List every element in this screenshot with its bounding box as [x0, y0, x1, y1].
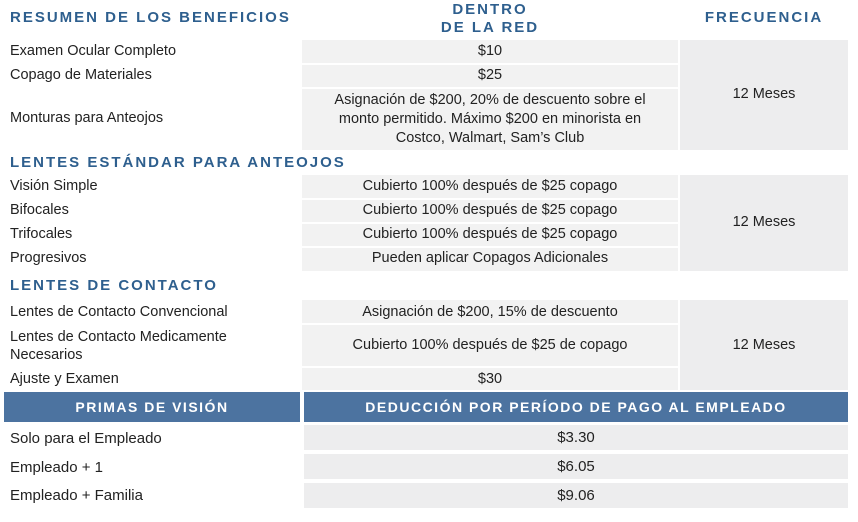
frames-line: Costco, Walmart, Sam’s Club	[395, 130, 585, 146]
row-label-eye-exam: Examen Ocular Completo	[10, 43, 177, 59]
row-label-medically-necessary	[10, 328, 227, 364]
lenses-section-title: LENTES ESTÁNDAR PARA ANTEOJOS	[10, 154, 346, 171]
premiums-header-right: DEDUCCIÓN POR PERÍODO DE PAGO AL EMPLEADO	[304, 392, 848, 422]
row-value-bifocals: Cubierto 100% después de $25 copago	[362, 202, 618, 218]
lenses-frequency: 12 Meses	[732, 214, 796, 230]
medically-necessary-line: Necesarios	[10, 347, 83, 363]
row-separator	[302, 198, 678, 200]
row-label-materials: Copago de Materiales	[10, 67, 152, 83]
medically-necessary-line: Lentes de Contacto Medicamente	[10, 329, 227, 345]
in-network-header-line1: DENTRO	[452, 1, 528, 18]
row-label-trifocals: Trifocales	[10, 226, 73, 242]
premiums-header-left: PRIMAS DE VISIÓN	[4, 392, 300, 422]
row-separator	[302, 323, 678, 325]
row-label-conventional-contacts: Lentes de Contacto Convencional	[10, 304, 228, 320]
premium-label-employee: Solo para el Empleado	[10, 430, 162, 447]
row-value-conventional-contacts: Asignación de $200, 15% de descuento	[362, 304, 618, 320]
row-label-fitting-exam: Ajuste y Examen	[10, 371, 119, 387]
premium-value-employee: $3.30	[557, 429, 595, 446]
row-separator	[302, 366, 678, 368]
row-separator	[302, 222, 678, 224]
row-value-fitting-exam: $30	[477, 371, 503, 387]
row-label-bifocals: Bifocales	[10, 202, 69, 218]
row-value-single-vision: Cubierto 100% después de $25 copago	[362, 178, 618, 194]
premium-value-employee-family: $9.06	[557, 487, 595, 504]
summary-header: RESUMEN DE LOS BENEFICIOS	[10, 9, 291, 26]
exam-frequency: 12 Meses	[732, 86, 796, 102]
frames-line: monto permitido. Máximo $200 en minorista en	[338, 111, 642, 127]
row-value-trifocals: Cubierto 100% después de $25 copago	[362, 226, 618, 242]
row-separator	[302, 246, 678, 248]
in-network-header	[400, 1, 580, 37]
row-label-progressives: Progresivos	[10, 250, 87, 266]
premium-label-employee-family: Empleado + Familia	[10, 487, 143, 504]
frames-line: Asignación de $200, 20% de descuento sobre el	[334, 92, 646, 108]
row-separator	[302, 87, 678, 89]
row-value-frames	[302, 91, 678, 148]
row-value-medically-necessary: Cubierto 100% después de $25 de copago	[352, 337, 628, 353]
row-value-eye-exam: $10	[477, 43, 503, 59]
premium-label-employee-plus-one: Empleado + 1	[10, 459, 103, 476]
row-value-materials: $25	[477, 67, 503, 83]
contacts-frequency: 12 Meses	[732, 337, 796, 353]
contacts-section-title: LENTES DE CONTACTO	[10, 277, 218, 294]
row-value-progressives: Pueden aplicar Copagos Adicionales	[371, 250, 609, 266]
premium-value-employee-plus-one: $6.05	[557, 458, 595, 475]
in-network-header-line2: DE LA RED	[440, 19, 540, 36]
row-separator	[302, 63, 678, 65]
row-label-single-vision: Visión Simple	[10, 178, 98, 194]
frequency-header: FRECUENCIA	[704, 9, 824, 26]
row-label-frames: Monturas para Anteojos	[10, 110, 164, 126]
